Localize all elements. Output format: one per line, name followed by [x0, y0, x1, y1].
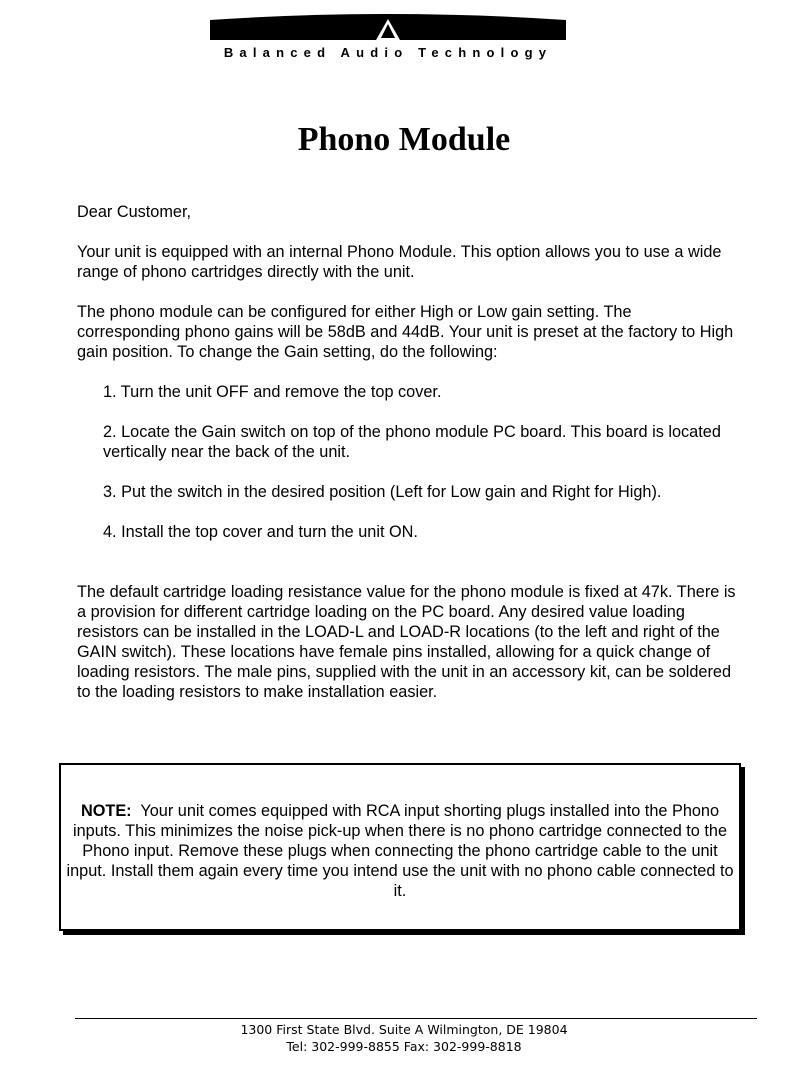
note-box [59, 763, 741, 931]
body-text [77, 202, 737, 722]
footer-address: 1300 First State Blvd. Suite A Wilmington, DE 19804 [240, 1022, 568, 1037]
intro-paragraph: Your unit is equipped with an internal Phono Module. This option allows you to use a wide range of phono cartridges directly with the unit. [77, 243, 722, 281]
loading-paragraph: The default cartridge loading resistance value for the phono module is fixed at 47k. There is a provision for different cartridge loading on the PC board. Any desired value loading resistors can be installed in the LOAD-L and LOAD-R locations (to the left and right of the GAIN switch). These locations have female pins installed, allowing for a quick change of loading resistors. The male pins, supplied with the unit in an accessory kit, can be soldered to the loading resistors to make installation easier. [77, 583, 736, 701]
footer-divider [75, 1018, 757, 1019]
footer-contact: Tel: 302-999-8855 Fax: 302-999-8818 [286, 1039, 522, 1054]
page-title: Phono Module [297, 121, 511, 158]
logo-arc-triangle-icon [210, 14, 566, 44]
logo-brand-text: Balanced Audio Technology [223, 45, 553, 60]
list-item: 3. Put the switch in the desired position (Left for Low gain and Right for High). [103, 483, 662, 501]
list-item: 2. Locate the Gain switch on top of the phono module PC board. This board is located vertically near the back of the unit. [103, 423, 721, 461]
list-item: 1. Turn the unit OFF and remove the top cover. [103, 383, 442, 401]
note-label: NOTE: [80, 802, 132, 820]
footer [0, 1021, 808, 1055]
note-text: Your unit comes equipped with RCA input shorting plugs installed into the Phono inputs. This minimizes the noise pick-up when there is no phono cartridge connected to the Phono input. Remove these plugs when connecting the phono cartridge cable to the unit input. Install them again every time you intend use the unit with no phono cable connected to it. [66, 802, 734, 900]
greeting: Dear Customer, [77, 203, 192, 221]
list-item: 4. Install the top cover and turn the unit ON. [103, 523, 418, 541]
gain-steps-list [77, 382, 737, 542]
bat-logo [210, 14, 566, 66]
gain-paragraph: The phono module can be configured for either High or Low gain setting. The corresponding phono gains will be 58dB and 44dB. Your unit is preset at the factory to High gain position. To change the Gain setting, do the following: [77, 303, 734, 361]
